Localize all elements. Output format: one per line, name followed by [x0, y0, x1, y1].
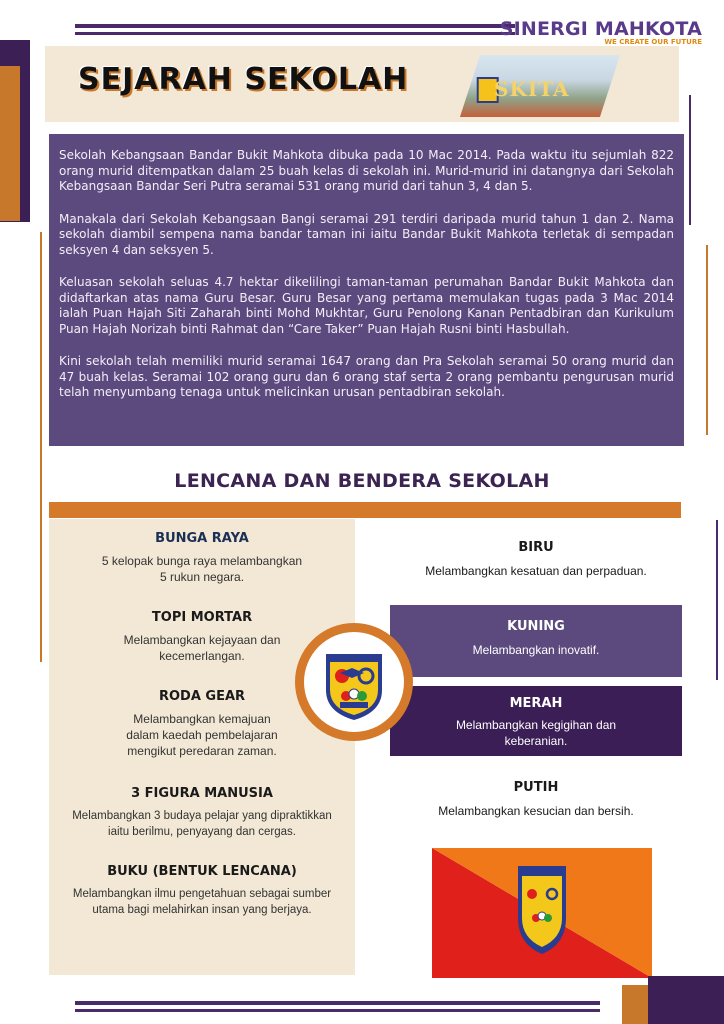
history-panel [49, 134, 684, 446]
history-paragraph: Keluasan sekolah seluas 4.7 hektar dikelilingi taman-taman perumahan Bandar Bukit Mahkota dan didaftarkan atas nama Guru Besar. Guru Besar yang pertama memulakan tugas pada 3 Mac 2014 ialah Puan Hajah Siti Zaharah binti Mohd Mukhtar, Guru Penolong Kanan Pentadbiran dan Kurikulum Puan Hajah Norizah binti Rahmat dan “Care Taker” Puan Hajah Rusni binti Hasbullah. [59, 275, 674, 336]
decor-line-right-3 [716, 520, 718, 680]
badge-crest-icon [312, 640, 396, 724]
color-card-biru [390, 528, 682, 594]
history-paragraph: Kini sekolah telah memiliki murid seramai 1647 orang dan Pra Sekolah seramai 50 orang murid dan 47 buah kelas. Seramai 102 orang guru dan 6 orang staf serta 2 orang pembantu pengurusan murid telah menyumbang tenaga untuk melicinkan urusan pentadbiran sekolah. [59, 354, 674, 399]
badge-item-heading: RODA GEAR [158, 689, 246, 704]
badge-item-heading: BUKU (BENTUK LENCANA) [107, 864, 297, 879]
badge-item-desc: 5 kelopak bunga raya melambangkan 5 rukun negara. [101, 554, 303, 584]
school-photo [460, 55, 620, 117]
badge-item-desc: Melambangkan 3 budaya pelajar yang dipraktikkan iaitu berilmu, penyayang dan cergas. [72, 810, 332, 838]
color-heading: KUNING [507, 619, 565, 634]
color-desc: Melambangkan kesucian dan bersih. [438, 804, 634, 818]
badge-item-heading: 3 FIGURA MANUSIA [131, 786, 273, 801]
color-heading: BIRU [518, 540, 554, 555]
badge-item-heading: BUNGA RAYA [155, 531, 249, 546]
section-title: LENCANA DAN BENDERA SEKOLAH [174, 470, 550, 492]
brand-name: SINERGI MAHKOTA [499, 18, 702, 40]
history-paragraph: Manakala dari Sekolah Kebangsaan Bangi seramai 291 terdiri daripada murid tahun 1 dan 2. Nama sekolah diambil sempena nama bandar taman ini iaitu Bandar Bukit Mahkota terletak di sempadan seksyen 4 dan seksyen 5. [59, 211, 674, 257]
footer-line-bottom [75, 1009, 600, 1012]
school-badge [295, 623, 413, 741]
flag-graphic [432, 848, 652, 978]
footer-line-top [75, 1001, 600, 1005]
color-card-kuning [390, 605, 682, 677]
badge-item-heading: TOPI MORTAR [151, 610, 253, 625]
badge-item-desc: Melambangkan ilmu pengetahuan sebagai sumber utama bagi melahirkan insan yang berjaya. [72, 888, 332, 916]
decor-line-right-2 [706, 245, 708, 435]
decor-line-left [40, 232, 42, 662]
color-desc: Melambangkan inovatif. [472, 643, 600, 657]
color-card-putih [390, 766, 682, 832]
color-heading: PUTIH [513, 780, 559, 795]
brand-logo [500, 18, 702, 46]
photo-sign-text: SKITA [494, 77, 570, 101]
header-line-bottom [75, 32, 515, 35]
badge-item-desc: Melambangkan kemajuan dalam kaedah pembelajaran mengikut peredaran zaman. [126, 712, 278, 758]
badge-item-figura [49, 786, 355, 840]
brand-tagline: WE CREATE OUR FUTURE [604, 38, 702, 46]
history-paragraph: Sekolah Kebangsaan Bandar Bukit Mahkota dibuka pada 10 Mac 2014. Pada waktu itu sejumlah 822 orang murid ditempatkan dalam 25 buah kelas di sekolah ini. Murid-murid ini datangnya dari Sekolah Kebangsaan Bandar Seri Putra seramai 531 orang murid dari tahun 3, 4 dan 5. [59, 148, 674, 193]
badge-item-buku [49, 864, 355, 918]
header-line-top [75, 24, 515, 28]
page-title: SEJARAH SEKOLAH [78, 62, 409, 97]
footer-accent-purple [648, 976, 724, 1024]
badge-item-bunga-raya [49, 531, 355, 585]
decor-line-right [689, 95, 691, 225]
color-card-merah [390, 686, 682, 756]
section-bar [49, 502, 681, 518]
badge-item-desc: Melambangkan kejayaan dan kecemerlangan. [123, 633, 281, 663]
color-desc: Melambangkan kegigihan dan keberanian. [455, 718, 617, 748]
school-flag [432, 848, 652, 978]
color-heading: MERAH [509, 696, 563, 711]
left-accent-orange [0, 66, 20, 221]
color-desc: Melambangkan kesatuan dan perpaduan. [425, 564, 647, 578]
